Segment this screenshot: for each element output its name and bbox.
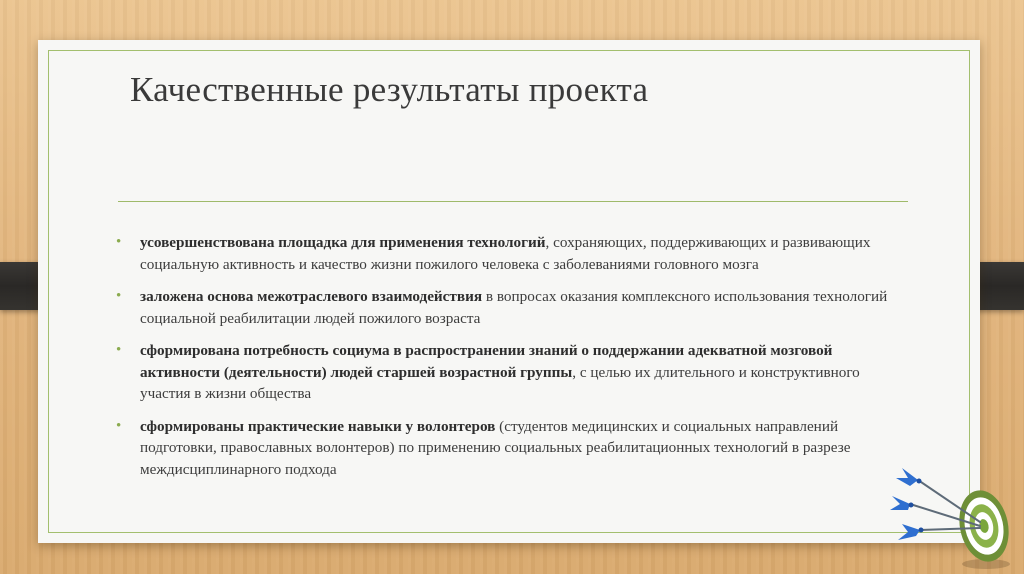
- bullet-item: [116, 286, 906, 329]
- bullet-marker: •: [116, 234, 122, 250]
- bullet-bold-text: сформированы практические навыки у волонтеров: [140, 417, 496, 435]
- bullet-item: [116, 416, 906, 481]
- bullet-text: , сохраняющих, поддерживающих и развивающих социальную активность и качество жизни пожилого человека с заболеваниями головного мозга: [140, 234, 871, 273]
- bullet-text: в вопросах оказания комплексного использования технологий социальной реабилитации людей пожилого возраста: [140, 288, 888, 327]
- bullet-marker: •: [116, 342, 122, 358]
- bullet-item: [116, 232, 906, 275]
- slide-title: Качественные результаты проекта: [130, 70, 649, 109]
- bullet-text: (студентов медицинских и социальных направлений подготовки, православных волонтеров) по применению социальных реабилитационных технологий в разрезе междисциплинарного подхода: [140, 417, 851, 478]
- target-with-darts-icon: [888, 464, 1018, 572]
- title-divider: [118, 201, 908, 202]
- bullet-marker: •: [116, 417, 122, 434]
- bullet-bold-text: заложена основа межотраслевого взаимодействия: [140, 288, 483, 305]
- bullet-item: [116, 340, 906, 405]
- bullet-text: , с целью их длительного и конструктивного участия в жизни общества: [140, 363, 860, 402]
- bullet-marker: •: [116, 288, 122, 304]
- bullet-bold-text: сформирована потребность социума в распространении знаний о поддержании адекватной мозговой активности (деятельности) людей старшей возрастной группы: [140, 342, 833, 381]
- bullet-bold-text: усовершенствована площадка для применения технологий: [140, 234, 546, 251]
- bullet-list: [116, 232, 906, 491]
